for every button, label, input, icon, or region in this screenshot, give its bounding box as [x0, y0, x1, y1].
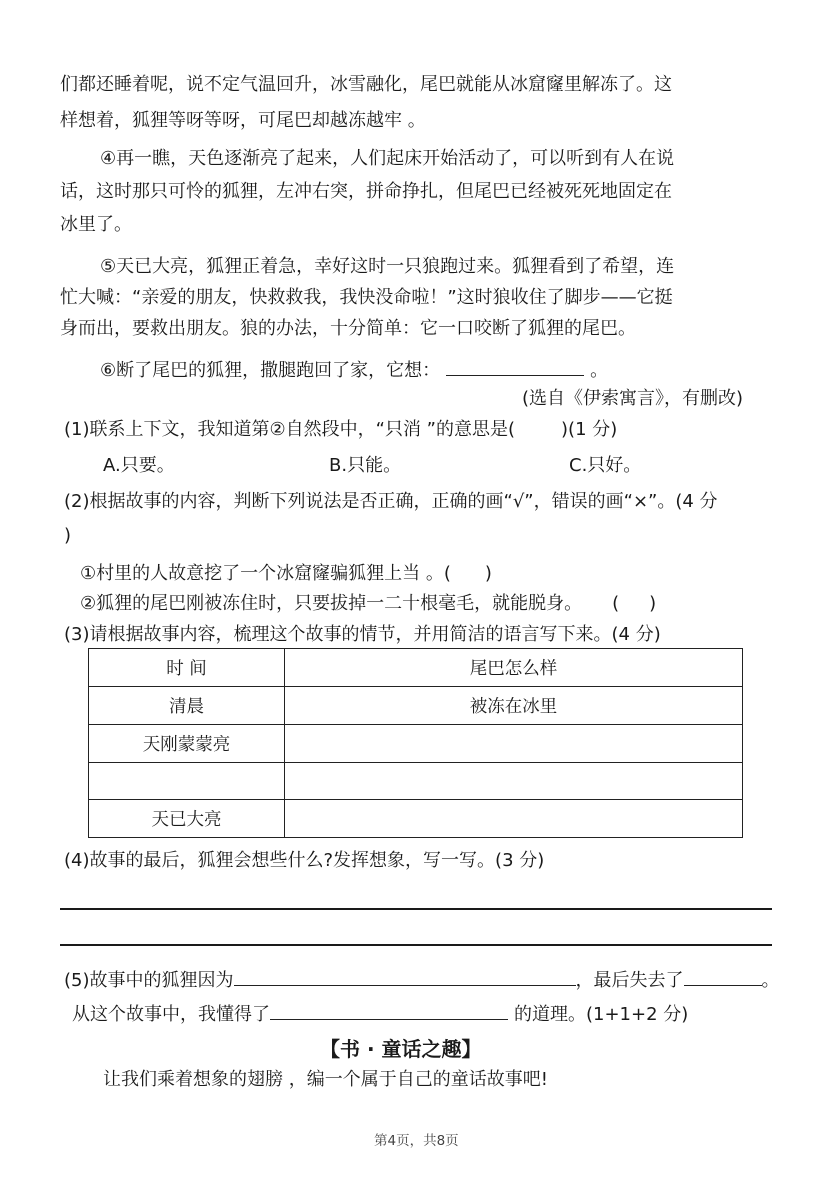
q1-option-c: C.只好。: [569, 455, 642, 476]
q5-part-3: 。: [761, 970, 780, 991]
table-row: [89, 725, 743, 763]
q2-item-1-end: ): [484, 563, 492, 584]
story-line: ④再一瞧，天色逐渐亮了起来，人们起床开始活动了，可以听到有人在说: [100, 148, 675, 169]
story-line: 们都还睡着呢，说不定气温回升，冰雪融化，尾巴就能从冰窟窿里解冻了。这: [60, 74, 672, 95]
table-cell-answer[interactable]: [285, 800, 743, 838]
q2-item-2-text: ②狐狸的尾巴刚被冻住时，只要拔掉一二十根毫毛，就能脱身。: [80, 593, 583, 614]
table-header-tail: 尾巴怎么样: [285, 649, 743, 687]
q1-option-a: A.只要。: [103, 455, 175, 476]
story-line: 样想着，狐狸等呀等呀，可尾巴却越冻越牢 。: [60, 110, 426, 131]
answer-blank[interactable]: [684, 967, 762, 986]
story-p6-text: ⑥断了尾巴的狐狸，撒腿跑回了家，它想：: [100, 360, 441, 381]
table-cell-tail: 被冻在冰里: [285, 687, 743, 725]
q2-stem-continued: ): [64, 525, 72, 546]
q2-item-1-text: ①村里的人故意挖了一个冰窟窿骗狐狸上当 。(: [80, 563, 451, 584]
q2-item-2: [80, 595, 656, 613]
table-cell-answer[interactable]: [285, 725, 743, 763]
q1-stem-end: )(1 分): [561, 419, 618, 440]
q1-option-b: B.只能。: [329, 455, 402, 476]
table-row: [89, 800, 743, 838]
q5-part-5: 的道理。(1+1+2 分): [514, 1004, 689, 1025]
story-line: 冰里了。: [60, 214, 132, 235]
answer-line[interactable]: [60, 908, 772, 910]
answer-blank[interactable]: [234, 967, 576, 986]
question-1: [64, 421, 617, 439]
question-5-line-2: [72, 1001, 688, 1024]
section-title: 【书 · 童话之趣】: [320, 1037, 482, 1061]
q1-stem: (1)联系上下文，我知道第②自然段中，“只消 ”的意思是(: [64, 419, 516, 440]
answer-blank[interactable]: [270, 1001, 508, 1020]
q2-stem: (2)根据故事的内容，判断下列说法是否正确，正确的画“√”，错误的画“×”。(4 分: [64, 491, 718, 512]
q2-item-1: [80, 565, 492, 583]
story-source: (选自《伊索寓言》，有删改): [522, 388, 744, 409]
section-prompt: 让我们乘着想象的翅膀 ，编一个属于自己的童话故事吧!: [103, 1069, 548, 1090]
table-cell-answer[interactable]: [285, 763, 743, 800]
story-p6-end: 。: [590, 360, 609, 381]
table-row: [89, 763, 743, 800]
table-header-time: 时 间: [89, 649, 285, 687]
table-header-row: [89, 649, 743, 687]
story-line: 忙大喊：“亲爱的朋友，快救救我，我快没命啦！”这时狼收住了脚步——它挺: [60, 287, 673, 308]
q4-stem: (4)故事的最后，狐狸会想些什么?发挥想象，写一写。(3 分): [64, 850, 545, 871]
q5-part-2: ，最后失去了: [575, 970, 684, 991]
q2-item-2-close: ): [649, 593, 657, 614]
q3-stem: (3)请根据故事内容，梳理这个故事的情节，并用简洁的语言写下来。(4 分): [64, 624, 661, 645]
question-5-line-1: [64, 967, 780, 990]
table-cell-answer[interactable]: [89, 763, 285, 800]
story-line: 话，这时那只可怜的狐狸，左冲右突，拼命挣扎，但尾巴已经被死死地固定在: [60, 181, 672, 202]
table-row: [89, 687, 743, 725]
table-cell-time: 清晨: [89, 687, 285, 725]
table-cell-time: 天刚蒙蒙亮: [89, 725, 285, 763]
q5-part-4: 从这个故事中，我懂得了: [72, 1004, 270, 1025]
story-line: 身而出，要救出朋友。狼的办法，十分简单：它一口咬断了狐狸的尾巴。: [60, 318, 636, 339]
page-number: 第4页，共8页: [374, 1133, 459, 1149]
answer-blank[interactable]: [446, 357, 584, 376]
answer-line[interactable]: [60, 944, 772, 946]
story-line-p6: [100, 357, 608, 380]
plot-table: [88, 648, 743, 838]
q5-part-1: (5)故事中的狐狸因为: [64, 970, 234, 991]
q2-item-2-open: (: [612, 593, 620, 614]
story-line: ⑤天已大亮，狐狸正着急，幸好这时一只狼跑过来。狐狸看到了希望，连: [100, 256, 675, 277]
table-cell-time: 天已大亮: [89, 800, 285, 838]
